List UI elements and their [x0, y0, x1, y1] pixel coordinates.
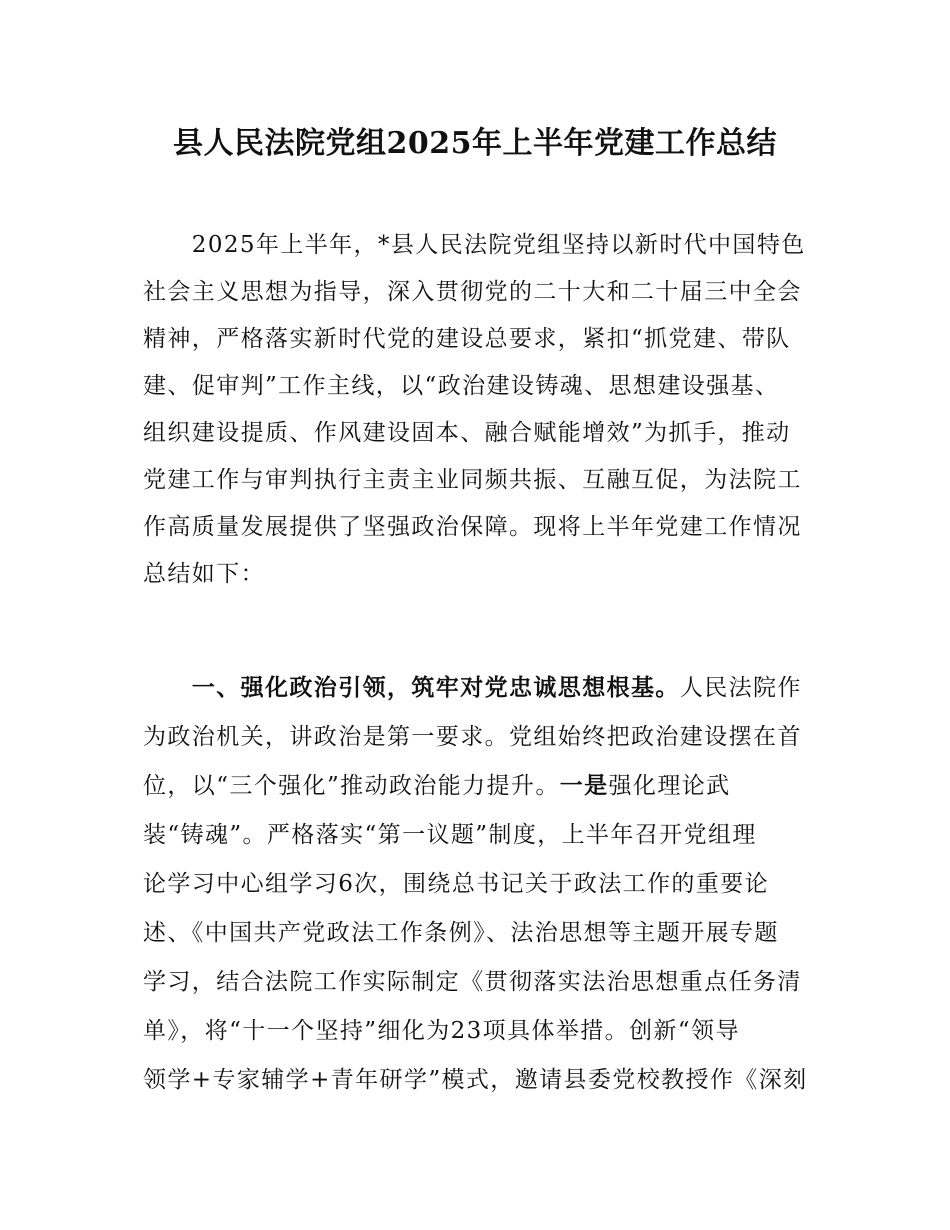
- text-segment: 人民法院作: [679, 675, 802, 701]
- bold-marker: 一是: [559, 772, 609, 799]
- text-line: [143, 771, 811, 801]
- text-line: 学习，结合法院工作实际制定《贯彻落实法治思想重点任务清: [143, 969, 802, 995]
- text-line: 论学习中心组学习6次，围绕总书记关于政法工作的重要论: [143, 871, 770, 897]
- text-line: 2025年上半年，*县人民法院党组坚持以新时代中国特色: [143, 232, 806, 258]
- text-line: 党建工作与审判执行主责主业同频共振、互融互促，为法院工: [143, 467, 802, 493]
- text-line: 社会主义思想为指导，深入贯彻党的二十大和二十届三中全会: [143, 279, 802, 305]
- text-line: 装“铸魂”。严格落实“第一议题”制度，上半年召开党组理: [143, 822, 757, 848]
- text-line: 述、《中国共产党政法工作条例》、法治思想等主题开展专题: [143, 920, 779, 946]
- document-title: 县人民法院党组2025年上半年党建工作总结: [173, 126, 777, 161]
- text-line: 领学+专家辅学+青年研学”模式，邀请县委党校教授作《深刻: [143, 1067, 808, 1093]
- text-line: 组织建设提质、作风建设固本、融合赋能增效”为抓手，推动: [143, 420, 791, 446]
- text-line: 建、促审判”工作主线，以“政治建设铸魂、思想建设强基、: [143, 373, 780, 399]
- text-line: 作高质量发展提供了坚强政治保障。现将上半年党建工作情况: [143, 514, 802, 540]
- text-line: 精神，严格落实新时代党的建设总要求，紧扣“抓党建、带队: [143, 326, 791, 352]
- text-segment: 位，以“三个强化”推动政治能力提升。: [143, 773, 560, 799]
- section-heading: 一、强化政治引领，筑牢对党忠诚思想根基。: [143, 674, 680, 701]
- text-segment: 强化理论武: [608, 773, 731, 799]
- text-line: 为政治机关，讲政治是第一要求。党组始终把政治建设摆在首: [143, 724, 802, 750]
- text-line: 总结如下：: [143, 561, 265, 587]
- text-line: 单》，将“十一个坚持”细化为23项具体举措。创新“领导: [143, 1018, 740, 1044]
- text-line: [143, 673, 811, 703]
